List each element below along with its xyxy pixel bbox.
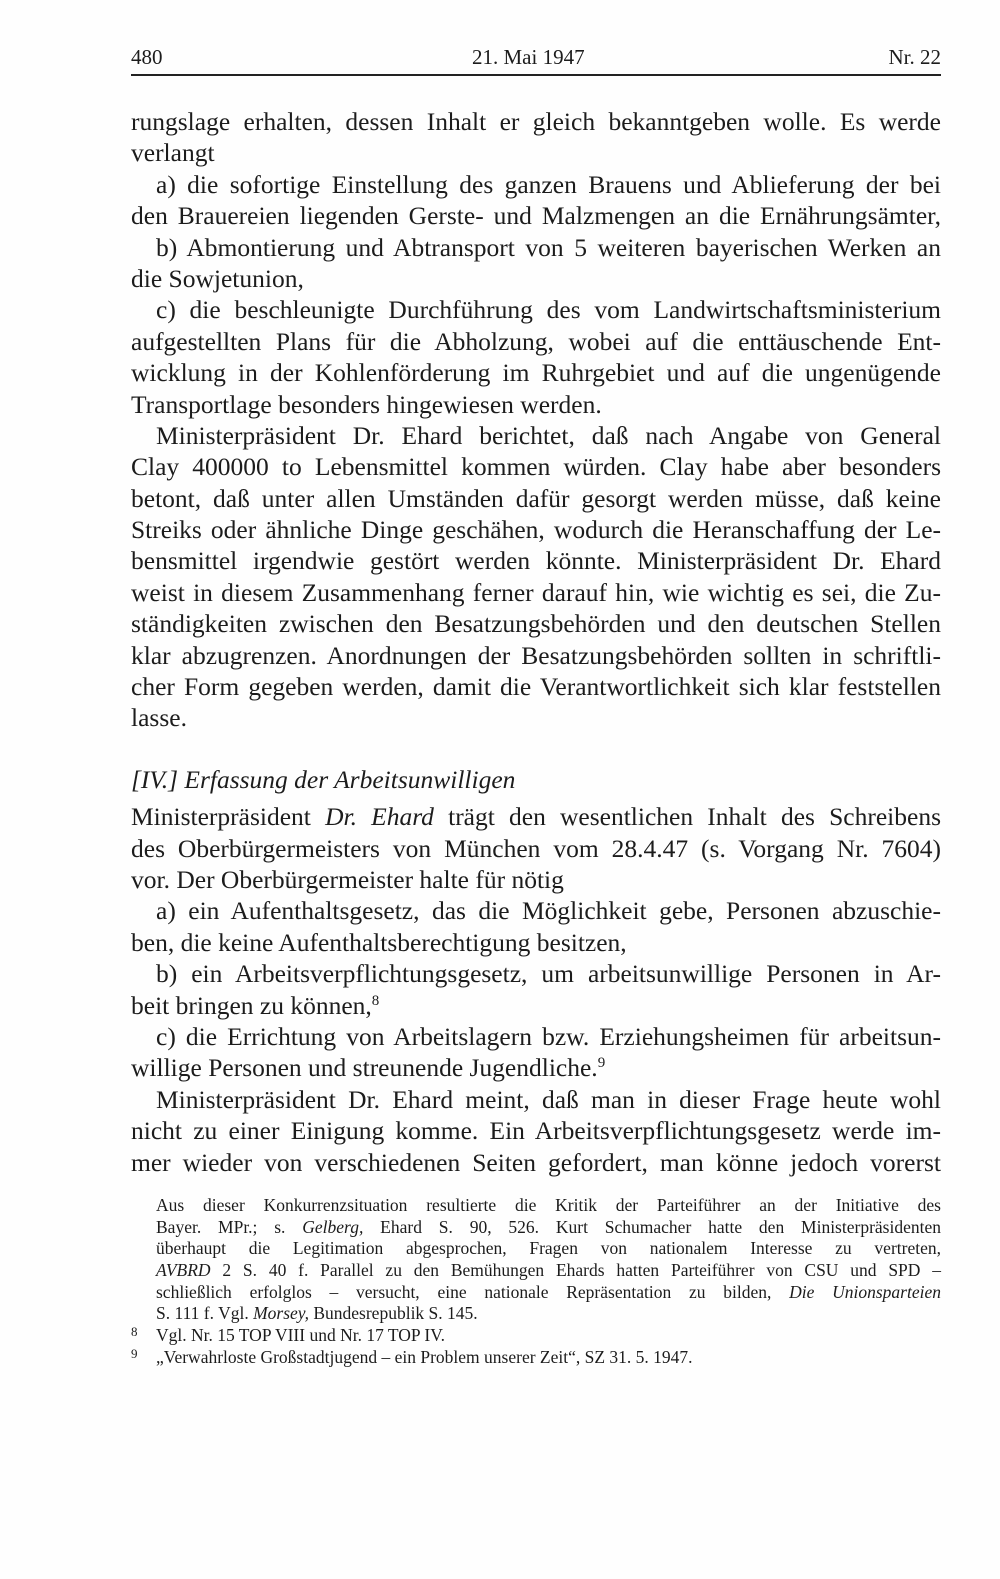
footnote-8	[131, 1325, 941, 1347]
text-line: nicht zu einer Einigung komme. Ein Arbeitsverpflichtungsgesetz werde im-	[131, 1116, 941, 1146]
text-line	[131, 801, 941, 832]
section-heading-text: [IV.] Erfassung der Arbeitsunwilligen	[131, 764, 516, 794]
footnote-line	[156, 1282, 941, 1304]
text-line: cher Form gegeben werden, damit die Verantwortlichkeit sich klar feststellen	[131, 672, 941, 702]
text-line: betont, daß unter allen Umständen dafür gesorgt werden müsse, daß keine	[131, 483, 941, 513]
text-line	[131, 990, 941, 1021]
footnote-continued	[131, 1195, 941, 1325]
footnote-ref: 9	[597, 1055, 606, 1072]
text-run: Ehard S. 90, 526. Kurt Schumacher hatte den Ministerpräsidenten	[363, 1216, 941, 1237]
text-line: mer wieder von verschiedenen Seiten gefordert, man könne jedoch vorerst	[131, 1147, 941, 1177]
section-gap	[131, 734, 941, 764]
text-line: a) die sofortige Einstellung des ganzen Brauens und Ablieferung der bei	[156, 169, 941, 199]
body-text	[131, 106, 941, 1178]
text-run: 2 S. 40 f. Parallel zu den Bemühungen Ehards hatten Parteiführer von CSU und SPD –	[210, 1260, 941, 1281]
footnotes	[131, 1195, 941, 1369]
text-line: vor. Der Oberbürgermeister halte für nötig	[131, 864, 564, 894]
text-run: beit bringen zu können,	[131, 990, 372, 1020]
header-rule	[131, 74, 941, 76]
footnote-line: Vgl. Nr. 15 TOP VIII und Nr. 17 TOP IV.	[156, 1325, 445, 1346]
text-line: Transportlage besonders hingewiesen werden.	[131, 389, 602, 419]
footnote-line	[156, 1303, 941, 1325]
text-line: die Sowjetunion,	[131, 263, 304, 293]
footnote-line: „Verwahrloste Großstadtjugend – ein Problem unserer Zeit“, SZ 31. 5. 1947.	[156, 1346, 693, 1367]
text-line: aufgestellten Plans für die Abholzung, wobei auf die enttäuschende Ent-	[131, 326, 941, 356]
footnote-line	[156, 1260, 941, 1282]
footnote-line	[156, 1217, 941, 1239]
text-line: des Oberbürgermeisters von München vom 28.4.47 (s. Vorgang Nr. 7604)	[131, 833, 941, 863]
footnote-ref: 8	[371, 992, 380, 1009]
page-number: 480	[131, 45, 163, 69]
text-run: Bayer. MPr.; s.	[156, 1216, 303, 1237]
header-doc-number: Nr. 22	[888, 45, 941, 69]
footnote-number: 8	[131, 1324, 138, 1340]
text-line: rungslage erhalten, dessen Inhalt er gleich bekanntgeben wolle. Es werde	[131, 107, 941, 136]
text-run: schließlich erfolglos – versucht, eine nationale Repräsentation zu bilden,	[156, 1281, 790, 1302]
text-line: b) Abmontierung und Abtransport von 5 weiteren bayerischen Werken an	[156, 232, 941, 262]
text-line: klar abzugrenzen. Anordnungen der Besatzungsbehörden sollten in schriftli-	[131, 640, 941, 670]
text-line: Ministerpräsident Dr. Ehard meint, daß man in dieser Frage heute wohl	[156, 1084, 941, 1114]
text-line: wicklung in der Kohlenförderung im Ruhrgebiet und auf die ungenügende	[131, 358, 941, 388]
text-line: a) ein Aufenthaltsgesetz, das die Möglichkeit gebe, Personen abzuschie-	[156, 896, 941, 926]
text-run: Ministerpräsident	[131, 802, 326, 832]
text-line: den Brauereien liegenden Gerste- und Malzmengen an die Ernährungsämter,	[131, 201, 941, 231]
text-run: willige Personen und streunende Jugendliche.	[131, 1053, 598, 1083]
text-line: Streiks oder ähnliche Dinge geschähen, wodurch die Heranschaffung der Le-	[131, 515, 941, 545]
source-abbrev: AVBRD	[156, 1260, 211, 1281]
text-line: ben, die keine Aufenthaltsberechtigung besitzen,	[131, 927, 627, 957]
footnote-9	[131, 1347, 941, 1369]
section-heading	[131, 764, 941, 795]
footnote-line: Aus dieser Konkurrenzsituation resultierte die Kritik der Parteiführer an der Initiative des	[156, 1195, 941, 1215]
source-title: Die Unionsparteien	[789, 1281, 941, 1302]
author-name: Morsey,	[253, 1303, 309, 1324]
text-run: trägt den wesentlichen Inhalt des Schreibens	[433, 802, 941, 832]
text-run: S. 111 f. Vgl.	[156, 1303, 254, 1324]
header-date: 21. Mai 1947	[472, 45, 585, 69]
text-line: ständigkeiten zwischen den Besatzungsbehörden und den deutschen Stellen	[131, 609, 941, 639]
text-line: c) die Errichtung von Arbeitslagern bzw. Erziehungsheimen für arbeitsun-	[156, 1021, 941, 1051]
text-line	[131, 1052, 941, 1083]
text-line: weist in diesem Zusammenhang ferner darauf hin, wie wichtig es sei, die Zu-	[131, 577, 941, 607]
text-line: c) die beschleunigte Durchführung des vom Landwirtschaftsministerium	[156, 295, 941, 325]
footnote-line: überhaupt die Legitimation abgesprochen, Fragen von nationalem Interesse zu vertreten,	[156, 1238, 941, 1259]
text-line: Ministerpräsident Dr. Ehard berichtet, daß nach Angabe von General	[156, 420, 941, 450]
text-line: b) ein Arbeitsverpflichtungsgesetz, um arbeitsunwillige Personen in Ar-	[156, 959, 941, 989]
running-header	[131, 45, 941, 75]
text-run: Bundesrepublik S. 145.	[308, 1303, 478, 1324]
person-name: Dr. Ehard	[325, 802, 434, 832]
text-line: lasse.	[131, 703, 187, 733]
author-name: Gelberg,	[302, 1216, 364, 1237]
text-line: bensmittel irgendwie gestört werden könnte. Ministerpräsident Dr. Ehard	[131, 546, 941, 576]
footnote-number: 9	[131, 1345, 138, 1361]
text-line: verlangt	[131, 138, 215, 168]
text-line: Clay 400000 to Lebensmittel kommen würden. Clay habe aber besonders	[131, 452, 941, 482]
